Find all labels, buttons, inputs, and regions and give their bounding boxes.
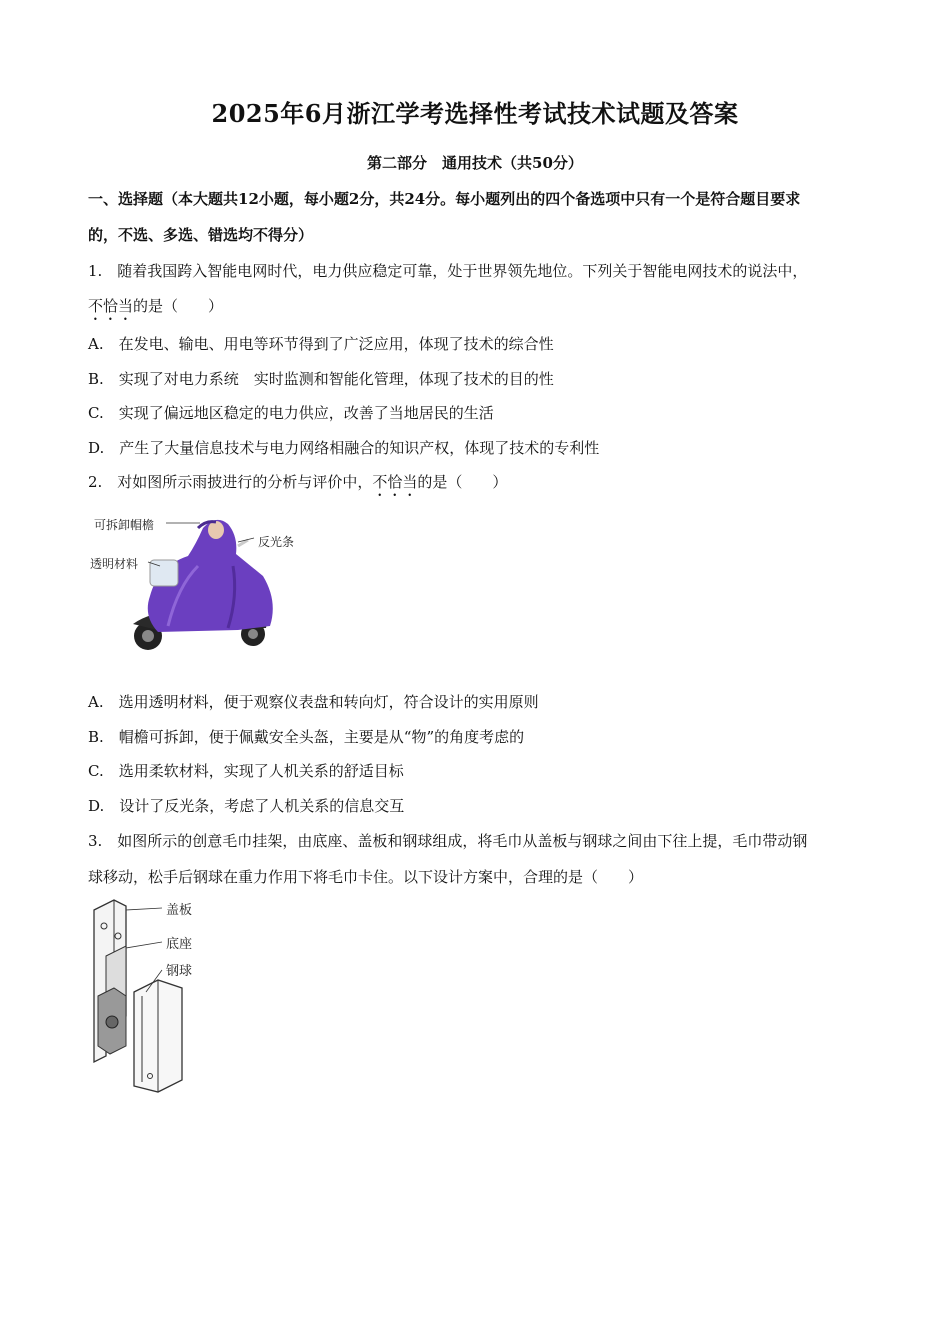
section-heading-line2: 的，不选、多选、错选均不得分） [88, 226, 314, 244]
label-detachable-brim: 可拆卸帽檐 [94, 518, 155, 532]
q1-option-b: B. 实现了对电力系统 实时监测和智能化管理，体现了技术的目的性 [88, 370, 554, 388]
q2-stem-rest: 的是（ ） [417, 473, 508, 491]
towel-rack-figure [86, 896, 226, 1096]
part-title: 第二部分 通用技术（共50分） [367, 154, 583, 172]
q2-option-d: D. 设计了反光条，考虑了人机关系的信息交互 [88, 797, 405, 815]
label-cover: 盖板 [166, 903, 193, 918]
q3-stem-line2: 球移动，松手后钢球在重力作用下将毛巾卡住。以下设计方案中，合理的是（ ） [88, 868, 644, 886]
section-heading-line1: 一、选择题（本大题共12小题，每小题2分，共24分。每小题列出的四个备选项中只有一个是符合题目要求 [88, 190, 801, 208]
q2-emphasis: 不恰当 [372, 473, 418, 491]
steel-ball [106, 1016, 118, 1028]
q1-stem-line1: 1. 随着我国跨入智能电网时代，电力供应稳定可靠，处于世界领先地位。下列关于智能电网技术的说法中， [88, 262, 808, 280]
label-base: 底座 [166, 937, 193, 952]
label-transparent-material: 透明材料 [90, 557, 139, 571]
q1-option-c: C. 实现了偏远地区稳定的电力供应，改善了当地居民的生活 [88, 404, 494, 422]
q2-stem-pre: 2. 对如图所示雨披进行的分析与评价中， [88, 473, 373, 491]
q2-option-c: C. 选用柔软材料，实现了人机关系的舒适目标 [88, 762, 404, 780]
q1-option-d: D. 产生了大量信息技术与电力网络相融合的知识产权，体现了技术的专利性 [88, 439, 600, 457]
label-reflective-strip: 反光条 [258, 535, 295, 549]
q2-option-b: B. 帽檐可拆卸，便于佩戴安全头盔，主要是从“物”的角度考虑的 [88, 728, 525, 746]
page-title: 2025年6月浙江学考选择性考试技术试题及答案 [211, 99, 739, 128]
q3-stem-line1: 3. 如图所示的创意毛巾挂架，由底座、盖板和钢球组成，将毛巾从盖板与钢球之间由下往上提，毛巾带动钢 [88, 832, 808, 850]
raincoat-figure [88, 506, 308, 656]
q2-stem [88, 471, 507, 500]
q1-emphasis: 不恰当 [88, 297, 134, 315]
q1-stem-rest: 的是（ ） [133, 297, 224, 315]
label-ball: 钢球 [166, 964, 193, 979]
q1-option-a: A. 在发电、输电、用电等环节得到了广泛应用，体现了技术的综合性 [88, 335, 554, 353]
q1-stem-line2 [88, 295, 223, 324]
q2-option-a: A. 选用透明材料，便于观察仪表盘和转向灯，符合设计的实用原则 [88, 693, 539, 711]
towel-rack-illustration [86, 896, 226, 1096]
